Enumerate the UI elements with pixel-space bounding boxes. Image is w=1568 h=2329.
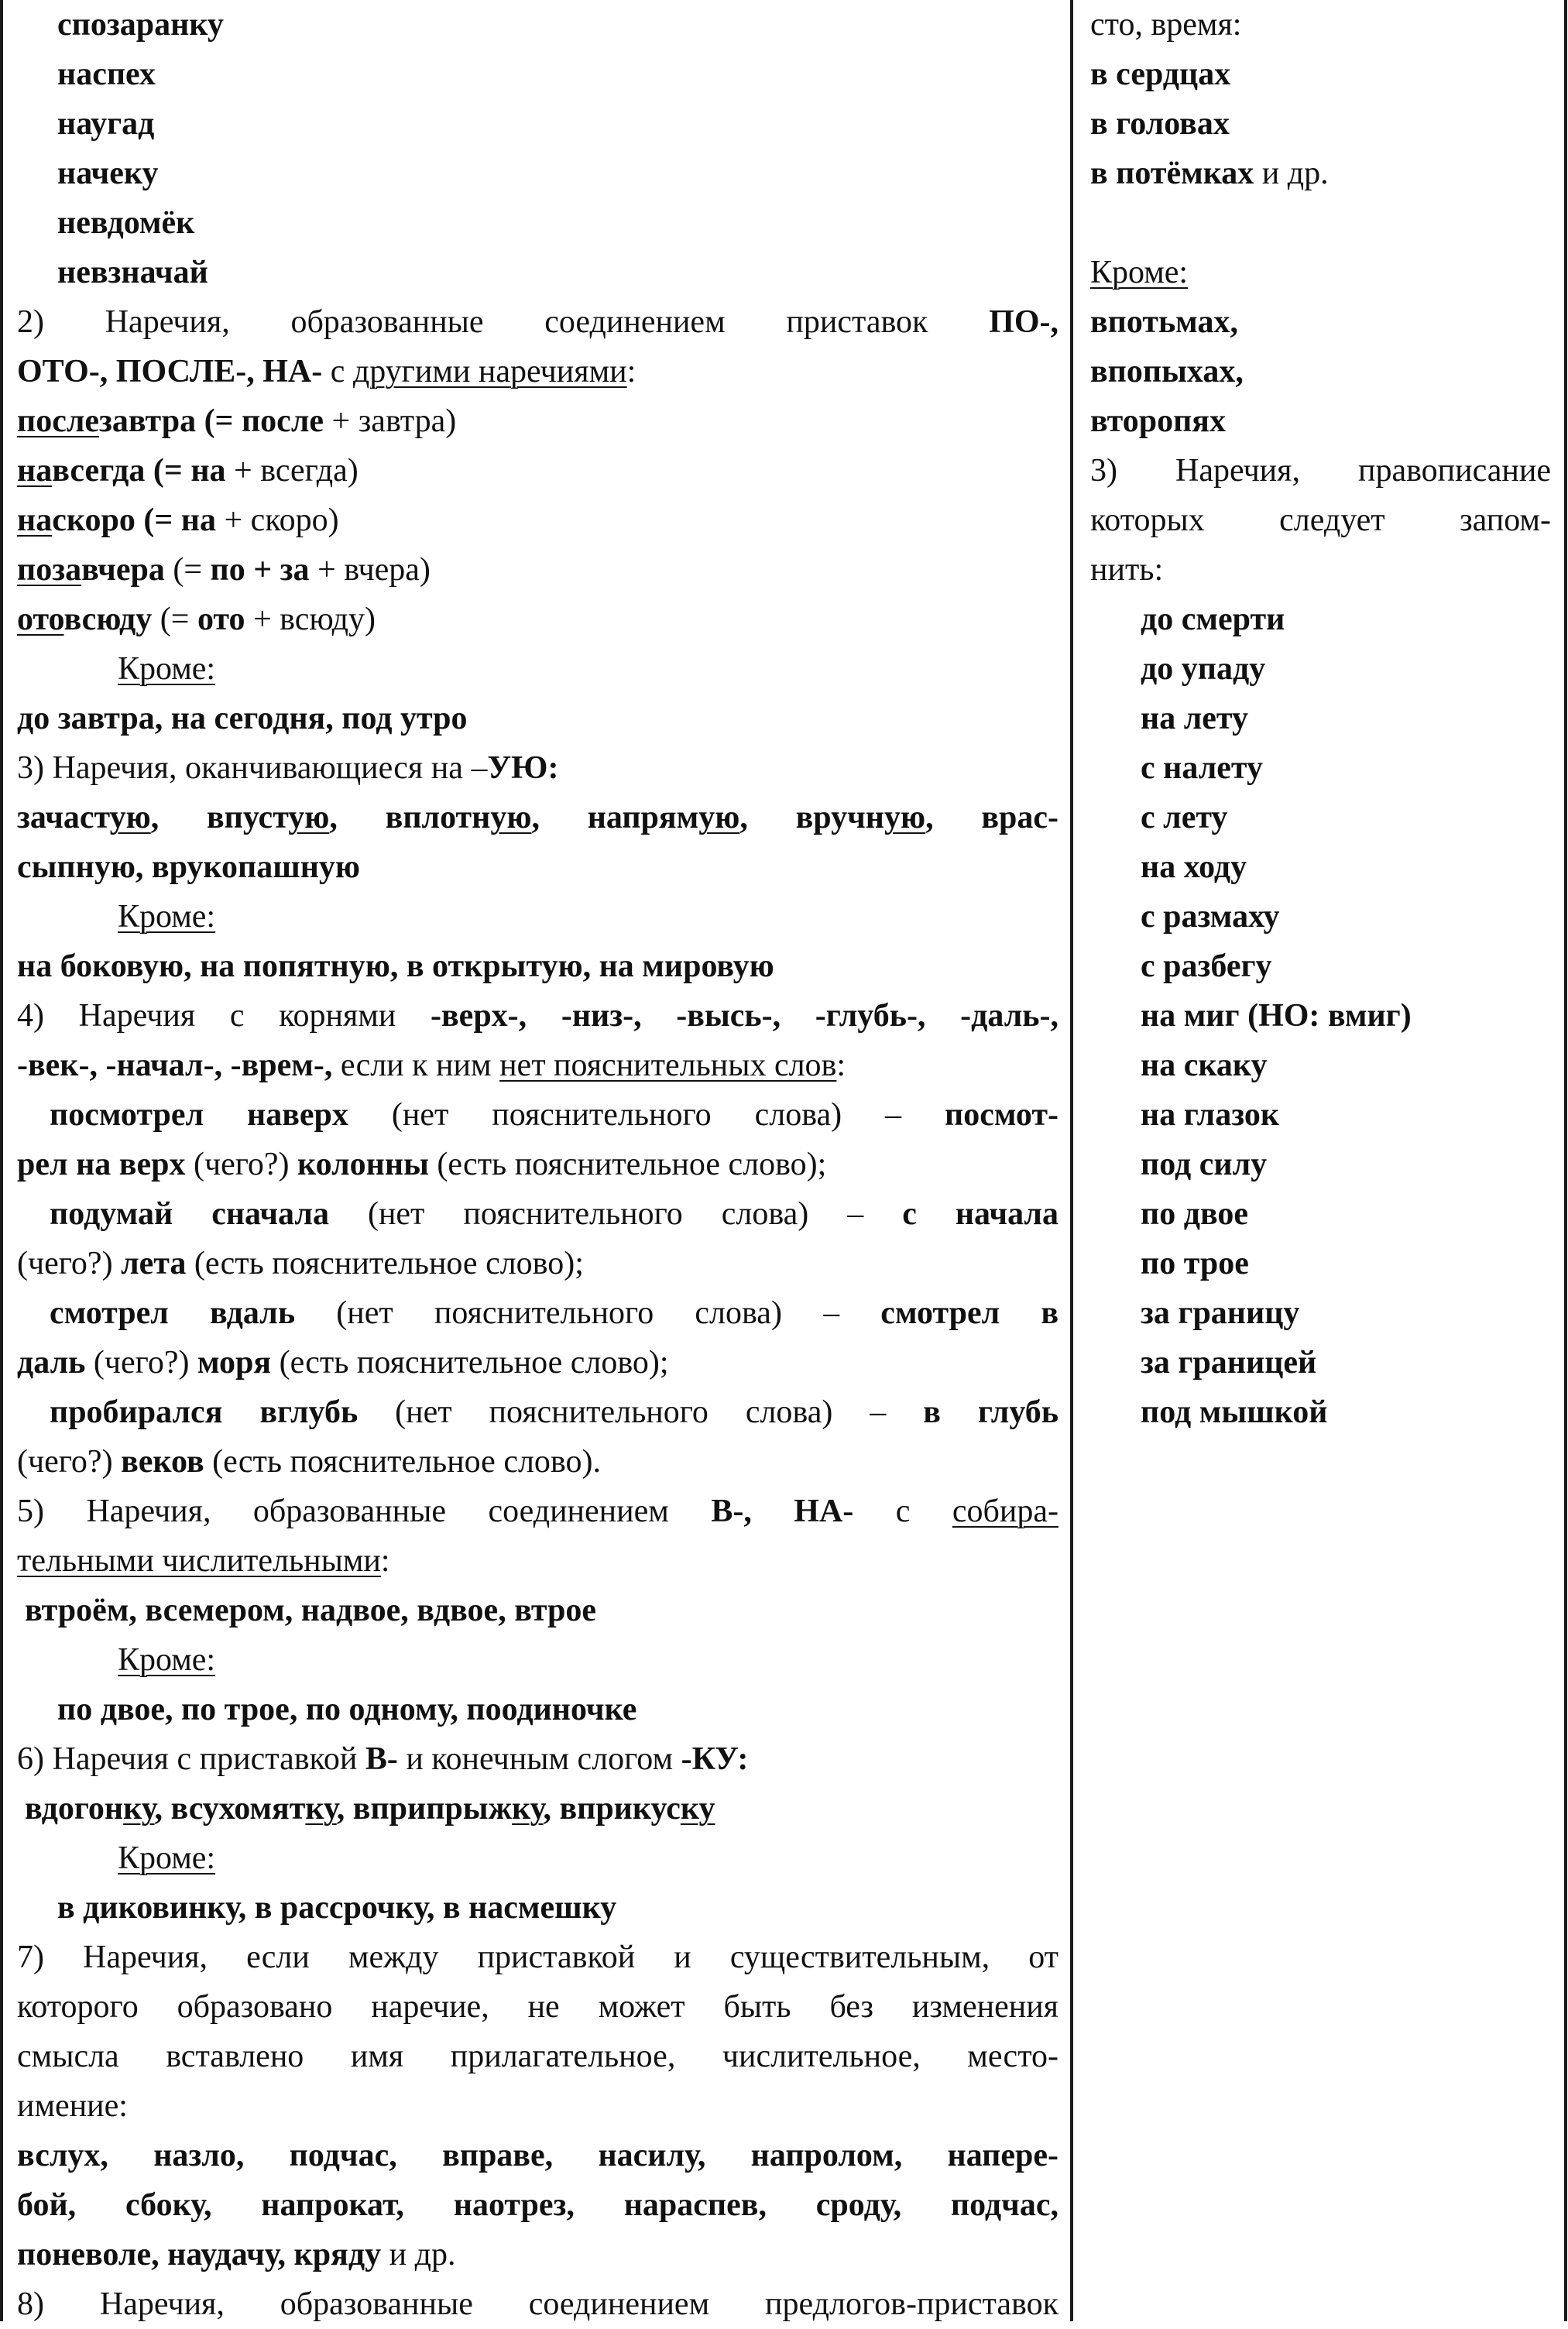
rule-2-except-words: до завтра, на сегодня, под утро bbox=[17, 701, 468, 736]
right-top-word: в сердцах bbox=[1090, 57, 1231, 92]
memo-word: до смерти bbox=[1141, 602, 1285, 637]
rule-3-except-label: Кроме: bbox=[118, 899, 216, 935]
rule-3-words-line2: сыпную, врукопашную bbox=[17, 849, 361, 885]
rule-2-title-line1: 2) Наречия, образованные соединением приставок ПО-, bbox=[17, 304, 1058, 340]
memo-word: до упаду bbox=[1141, 651, 1266, 687]
memo-word: по трое bbox=[1141, 1246, 1249, 1281]
right-column bbox=[1090, 0, 1551, 1437]
rule-7-text: которого образовано наречие, не может быть без изменения bbox=[17, 1989, 1058, 2025]
rule-8-title: 8) Наречия, образованные соединением предлогов-приставок bbox=[17, 2286, 1058, 2322]
spacer bbox=[1090, 198, 1551, 248]
rule-5-words: втроём, всемером, надвое, вдвое, втрое bbox=[25, 1593, 596, 1628]
rule-5-except-words: по двое, по трое, по одному, поодиночке bbox=[57, 1692, 637, 1727]
right-top-word: в головах bbox=[1090, 106, 1230, 142]
rule-2-example: навсегда (= на + всегда) bbox=[17, 453, 359, 489]
left-column bbox=[17, 0, 1058, 2329]
table-border-left bbox=[0, 0, 3, 2321]
rule-3-except-words: на боковую, на попятную, в открытую, на мировую bbox=[17, 948, 774, 984]
intro-word: невдомёк bbox=[57, 205, 195, 241]
rule-4-example: смотрел вдаль (нет пояснительного слова) – смотрел в bbox=[50, 1295, 1059, 1331]
memo-word: за границу bbox=[1141, 1295, 1300, 1331]
rule-7-words: вслух, назло, подчас, вправе, насилу, напролом, напере- bbox=[17, 2138, 1058, 2173]
rule-6-except-words: в диковинку, в рассрочку, в насмешку bbox=[57, 1890, 617, 1926]
rule-2-example: отовсюду (= ото + всюду) bbox=[17, 602, 376, 637]
rule-4-example-cont: (чего?) веков (есть пояснительное слово). bbox=[17, 1444, 601, 1480]
rule-7-text: 7) Наречия, если между приставкой и существительным, от bbox=[17, 1940, 1058, 1975]
rule-3-words-line1: зачастую, впустую, вплотную, напрямую, вручную, врас- bbox=[17, 800, 1059, 835]
right-top-line: сто, время: bbox=[1090, 7, 1242, 43]
rule-4-example: пробирался вглубь (нет пояснительного слова) – в глубь bbox=[50, 1394, 1058, 1430]
memo-word: по двое bbox=[1141, 1196, 1248, 1232]
table-column-divider bbox=[1070, 0, 1073, 2321]
right-except-word: впотьмах, bbox=[1090, 304, 1238, 340]
rule-5-title-line2: тельными числительными: bbox=[17, 1543, 390, 1579]
right-top-word: в потёмках и др. bbox=[1090, 156, 1329, 191]
rule-4-example: посмотрел наверх (нет пояснительного слова) – посмот- bbox=[50, 1097, 1058, 1133]
table-border-right bbox=[1564, 0, 1567, 2321]
right-rule-3-text: 3) Наречия, правописание bbox=[1090, 453, 1551, 489]
memo-word: на скаку bbox=[1141, 1048, 1268, 1083]
memo-word: на лету bbox=[1141, 701, 1248, 736]
memo-word: с размаху bbox=[1141, 899, 1280, 935]
intro-word: начеку bbox=[57, 156, 159, 191]
rule-7-words: поневоле, наудачу, кряду и др. bbox=[17, 2237, 456, 2272]
memo-word: с налету bbox=[1141, 750, 1263, 786]
memo-word: под мышкой bbox=[1141, 1394, 1328, 1430]
right-except-word: второпях bbox=[1090, 403, 1226, 439]
intro-word: спозаранку bbox=[57, 7, 224, 43]
rule-4-example-cont: даль (чего?) моря (есть пояснительное слово); bbox=[17, 1345, 669, 1381]
right-except-word: впопыхах, bbox=[1090, 354, 1244, 389]
rule-4-title-line1: 4) Наречия с корнями -верх-, -низ-, -высь-, -глубь-, -даль-, bbox=[17, 998, 1058, 1034]
memo-word: с разбегу bbox=[1141, 948, 1272, 984]
rule-4-example-cont: (чего?) лета (есть пояснительное слово); bbox=[17, 1246, 584, 1281]
rule-7-text: имение: bbox=[17, 2088, 128, 2124]
rule-7-text: смысла вставлено имя прилагательное, числительное, место- bbox=[17, 2039, 1058, 2074]
rule-2-example: наскоро (= на + скоро) bbox=[17, 503, 339, 538]
rule-2-except-label: Кроме: bbox=[118, 651, 216, 687]
intro-word: наспех bbox=[57, 57, 156, 92]
rule-7-words: бой, сбоку, напрокат, наотрез, нараспев, сроду, подчас, bbox=[17, 2187, 1058, 2223]
rule-5-except-label: Кроме: bbox=[118, 1642, 216, 1678]
rule-2-example: позавчера (= по + за + вчера) bbox=[17, 552, 431, 588]
memo-word: на миг (НО: вмиг) bbox=[1141, 998, 1412, 1034]
intro-word: наугад bbox=[57, 106, 155, 142]
right-rule-3-text: которых следует запом- bbox=[1090, 503, 1551, 538]
rule-2-example: послезавтра (= после + завтра) bbox=[17, 403, 457, 439]
rule-5-title-line1: 5) Наречия, образованные соединением В-, НА- с собира- bbox=[17, 1494, 1058, 1529]
rule-6-except-label: Кроме: bbox=[118, 1840, 216, 1876]
rule-4-title-line2: -век-, -начал-, -врем-, если к ним нет пояснительных слов: bbox=[17, 1048, 846, 1083]
memo-word: под силу bbox=[1141, 1147, 1268, 1182]
memo-word: с лету bbox=[1141, 800, 1228, 835]
memo-word: за границей bbox=[1141, 1345, 1317, 1381]
rule-4-example-cont: рел на верх (чего?) колонны (есть пояснительное слово); bbox=[17, 1147, 827, 1182]
intro-word: невзначай bbox=[57, 255, 208, 290]
rule-6-words: вдогонку, всухомятку, вприпрыжку, вприкуску bbox=[25, 1791, 715, 1826]
right-rule-3-text: нить: bbox=[1090, 552, 1164, 588]
rule-6-title: 6) Наречия с приставкой В- и конечным слогом -КУ: bbox=[17, 1741, 749, 1777]
rule-4-example: подумай сначала (нет пояснительного слова) – с начала bbox=[50, 1196, 1058, 1232]
rule-3-title: 3) Наречия, оканчивающиеся на –УЮ: bbox=[17, 750, 559, 786]
right-except-label: Кроме: bbox=[1090, 255, 1189, 290]
memo-word: на глазок bbox=[1141, 1097, 1280, 1133]
memo-word: на ходу bbox=[1141, 849, 1247, 885]
rule-2-title-line2: ОТО-, ПОСЛЕ-, НА- с другими наречиями: bbox=[17, 354, 636, 389]
